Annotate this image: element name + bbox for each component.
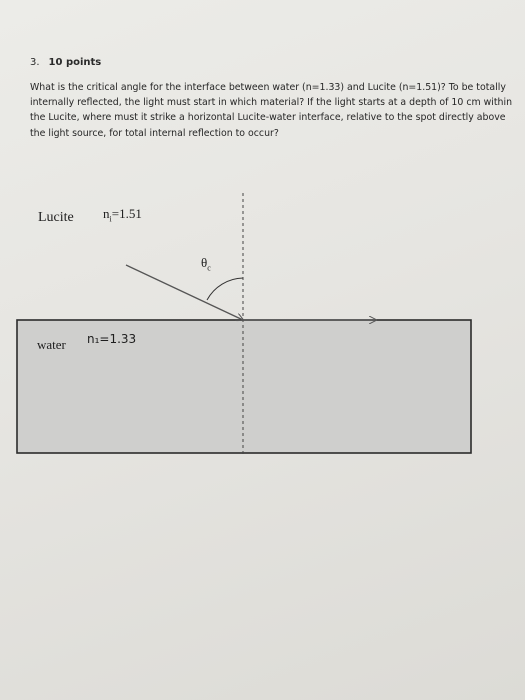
question-number: 3. xyxy=(30,57,40,68)
lucite-label: Lucite xyxy=(38,210,74,225)
water-index-label: n₁=1.33 xyxy=(87,332,137,346)
critical-angle-arc xyxy=(207,278,243,300)
question-text: What is the critical angle for the interface between water (n=1.33) and Lucite (n=1.51)? To be totally internally reflected, the light must start in which material? If the light starts at a depth of 10 cm within the Lucite, where must it strike a horizontal Lucite-water interface, relative to the spot directly above the light source, for total internal reflection to occur? xyxy=(30,82,513,139)
water-label: water xyxy=(37,337,66,352)
incident-ray xyxy=(126,265,243,320)
water-region xyxy=(17,320,471,453)
theta-subscript: c xyxy=(207,263,211,273)
index-symbol: n xyxy=(103,206,110,221)
index-value: =1.51 xyxy=(111,206,142,221)
question-points: 10 points xyxy=(48,57,102,68)
theta-symbol: θ xyxy=(201,255,208,270)
critical-angle-label xyxy=(201,255,211,273)
index-subscript: i xyxy=(109,214,112,224)
lucite-index-label xyxy=(103,206,142,224)
